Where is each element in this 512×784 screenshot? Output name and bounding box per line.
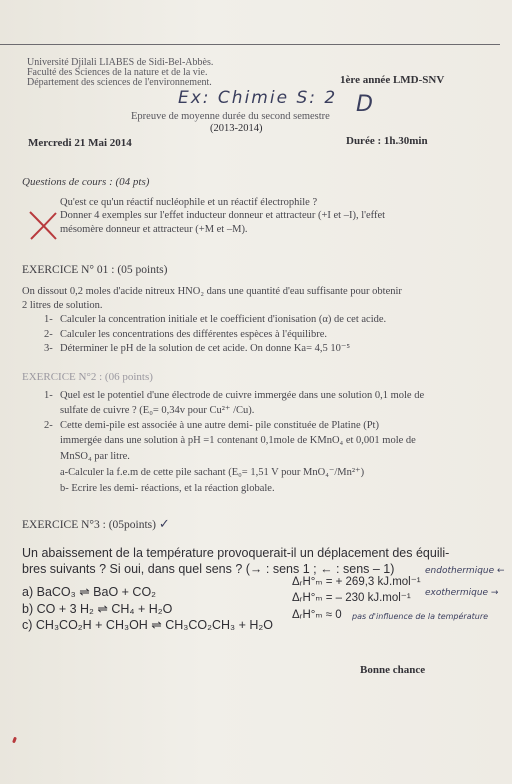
- exercise-3-title: [22, 517, 170, 532]
- reaction-label: a): [22, 585, 34, 599]
- reaction-b: [22, 601, 172, 616]
- item-text: Quel est le potentiel d'une électrode de cuivre immergée dans une solution 0,1 mole de: [60, 390, 425, 401]
- handwritten-subject: Ex: Chimie S: 2: [178, 88, 338, 108]
- closing-text: Bonne chance: [360, 664, 426, 676]
- exercise-1-item-1: [44, 313, 386, 327]
- department-name: Département des sciences de l'environnement.: [27, 77, 212, 88]
- exercise-2-q2b: b- Ecrire les demi- réactions, et la réaction globale.: [60, 483, 275, 494]
- reaction-equation: BaCO₃ ⇌ BaO + CO₂: [36, 585, 157, 599]
- item-text: Calculer les concentrations des différentes espèces à l'équilibre.: [60, 329, 328, 340]
- item-text: Calculer la concentration initiale et le coefficient d'ionisation (α) de cet acide.: [60, 314, 387, 325]
- exercise-1-item-2: [44, 328, 327, 342]
- reaction-c-enthalpy: ΔᵣH°ₘ ≈ 0: [292, 609, 342, 621]
- exercise-2-q1-line-1: [44, 389, 424, 403]
- exercise-3-intro-line-1: Un abaissement de la température provoquerait-il un déplacement des équili-: [22, 546, 450, 560]
- exercise-1-intro-line-2: 2 litres de solution.: [22, 300, 103, 311]
- reaction-label: b): [22, 602, 34, 616]
- exercise-1-intro-line-1: On dissout 0,2 moles d'acide nitreux HNO₂ dans une quantité d'eau suffisante pour obtenir: [22, 286, 402, 297]
- reaction-a: [22, 584, 156, 599]
- exam-duration: Durée : 1h.30min: [346, 135, 428, 147]
- exercise-1-item-3: [44, 342, 350, 356]
- item-number: 1-: [44, 314, 53, 325]
- course-question-2-line-2: mésomère donneur et attracteur (+M et –M).: [60, 224, 248, 235]
- check-mark-icon: ✓: [158, 517, 170, 532]
- item-number: 3-: [44, 343, 53, 354]
- university-name: Université Djilali LIABES de Sidi-Bel-Abbès.: [27, 57, 214, 68]
- reaction-label: c): [22, 618, 33, 632]
- exam-date: Mercredi 21 Mai 2014: [28, 137, 132, 149]
- academic-year: (2013-2014): [210, 123, 263, 134]
- exercise-3-intro-line-2: bres suivants ? Si oui, dans quel sens ? (→ : sens 1 ; ← : sens – 1): [22, 562, 395, 576]
- handwritten-letter: D: [356, 92, 373, 117]
- ink-mark: [12, 737, 17, 744]
- exercise-2-q2-line-3: MnSO₄ par litre.: [60, 451, 130, 462]
- course-question-2-line-1: Donner 4 exemples sur l'effet inducteur donneur et attracteur (+I et –I), l'effet: [60, 210, 386, 221]
- reaction-a-note: endothermique ←: [425, 566, 505, 576]
- reaction-a-enthalpy: ΔᵣH°ₘ = + 269,3 kJ.mol⁻¹: [292, 576, 421, 588]
- item-number: 2-: [44, 420, 53, 431]
- red-cross-mark: [26, 208, 60, 242]
- item-number: 1-: [44, 390, 53, 401]
- reaction-equation: CO + 3 H₂ ⇌ CH₄ + H₂O: [36, 602, 173, 616]
- exercise-2-q2a: a-Calculer la f.e.m de cette pile sachant (E₀= 1,51 V pour MnO₄⁻/Mn²⁺): [60, 467, 365, 478]
- exercise-2-q2-line-2: immergée dans une solution à pH =1 contenant 0,1mole de KMnO₄ et 0,001 mole de: [60, 435, 416, 446]
- faculty-name: Faculté des Sciences de la nature et de la vie.: [27, 67, 208, 78]
- item-number: 2-: [44, 329, 53, 340]
- item-text: Cette demi-pile est associée à une autre demi- pile constituée de Platine (Pt): [60, 420, 379, 431]
- reaction-b-enthalpy: ΔᵣH°ₘ = – 230 kJ.mol⁻¹: [292, 592, 411, 604]
- reaction-b-note: exothermique →: [425, 588, 499, 598]
- exercise-1-title: EXERCICE N° 01 : (05 points): [22, 264, 168, 276]
- item-text: Déterminer le pH de la solution de cet acide. On donne Ka= 4,5 10⁻⁵: [60, 343, 351, 354]
- reaction-equation: CH₃CO₂H + CH₃OH ⇌ CH₃CO₂CH₃ + H₂O: [35, 618, 273, 632]
- exam-title: Epreuve de moyenne durée du second semestre: [131, 111, 330, 122]
- top-divider: [0, 44, 500, 45]
- exercise-2-q1-line-2: sulfate de cuivre ? (E₀= 0,34v pour Cu²⁺ /Cu).: [60, 405, 255, 416]
- course-question-1: Qu'est ce qu'un réactif nucléophile et un réactif électrophile ?: [60, 197, 318, 208]
- level-label: 1ère année LMD-SNV: [340, 74, 445, 86]
- reaction-c: [22, 617, 273, 632]
- exercise-3-title-text: EXERCICE N°3 : (05points): [22, 519, 156, 531]
- exercise-2-title: EXERCICE N°2 : (06 points): [22, 371, 153, 383]
- exercise-2-q2-line-1: [44, 419, 379, 433]
- course-questions-title: Questions de cours : (04 pts): [22, 176, 150, 188]
- reaction-c-note: pas d'influence de la température: [352, 612, 489, 621]
